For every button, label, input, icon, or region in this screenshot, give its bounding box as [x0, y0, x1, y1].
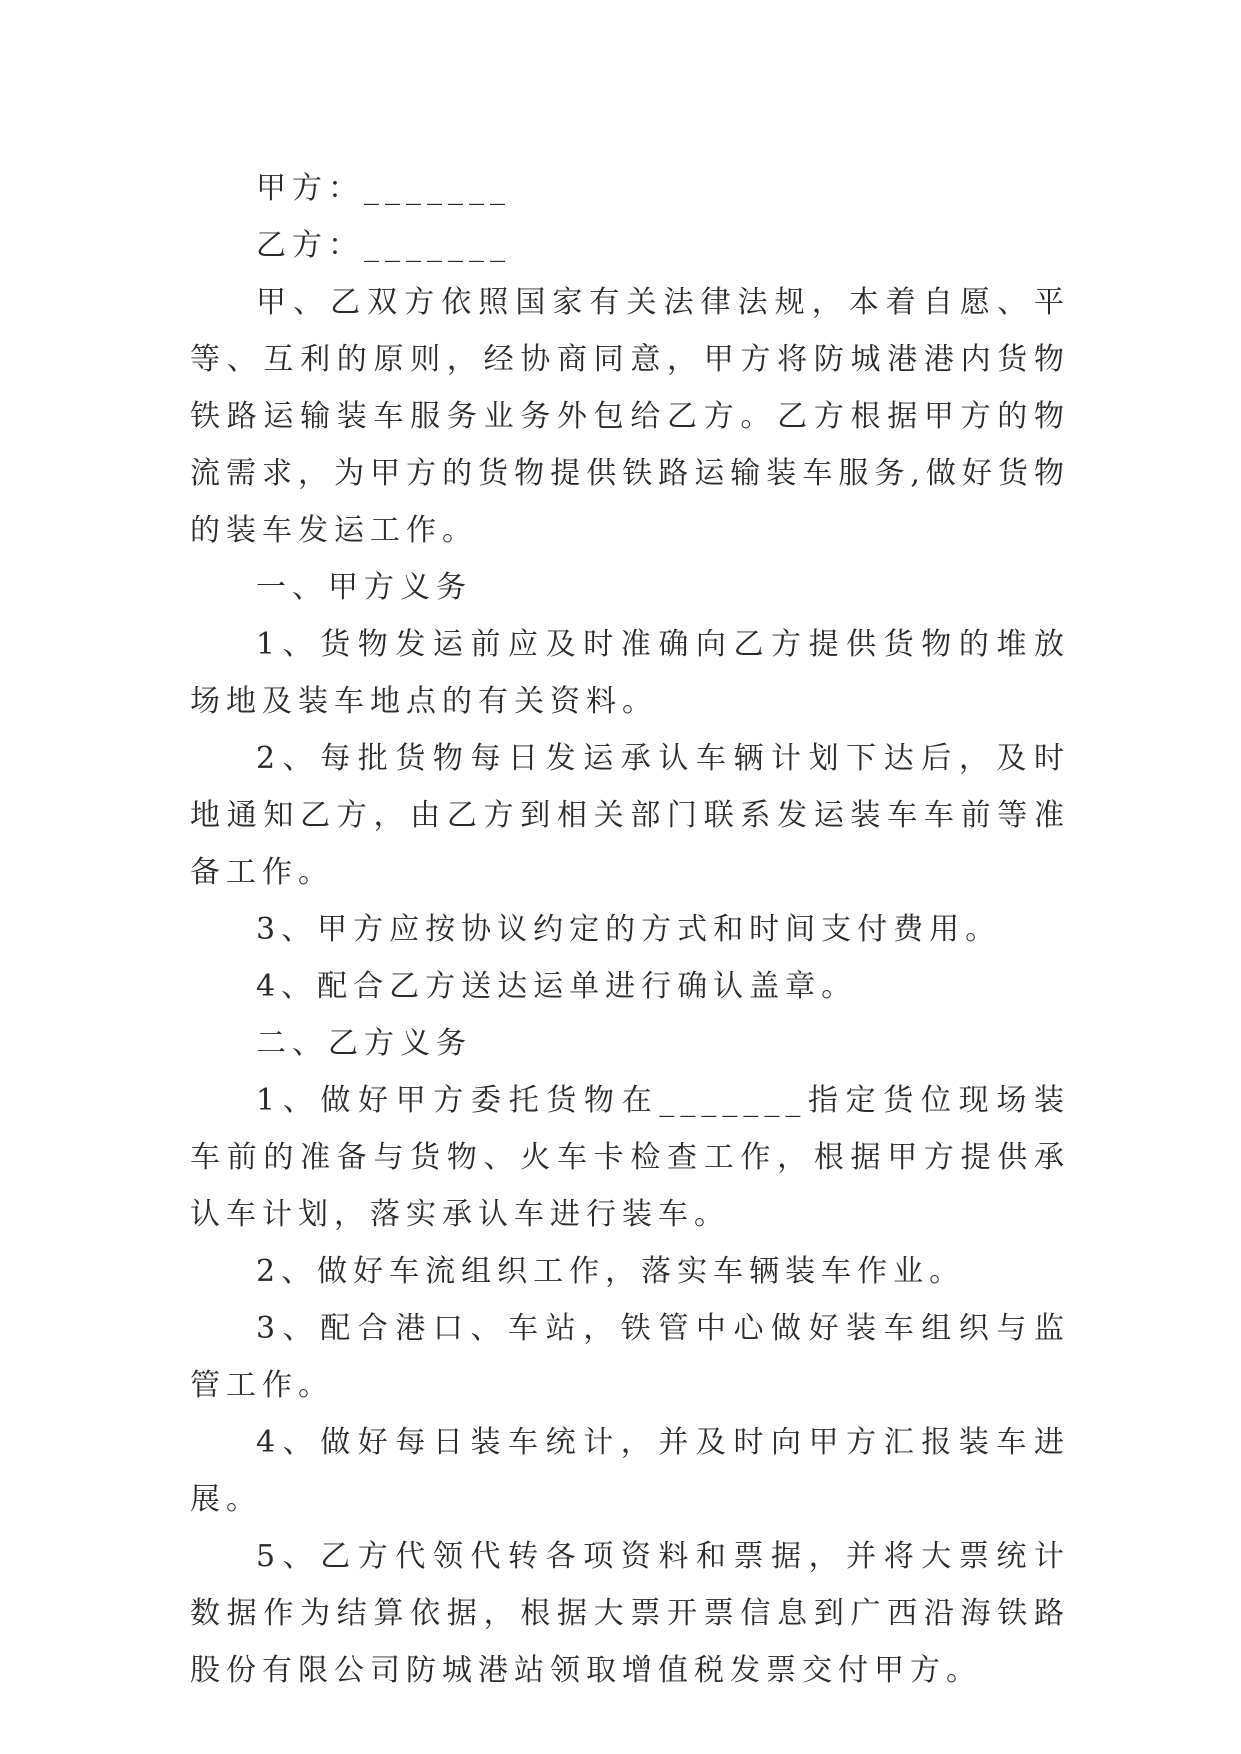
party-b-item-5: 5、乙方代领代转各项资料和票据，并将大票统计数据作为结算依据，根据大票开票信息到广西沿海铁路股份有限公司防城港站领取增值税发票交付甲方。 — [190, 1539, 1070, 1688]
intro-paragraph: 甲、乙双方依照国家有关法律法规，本着自愿、平等、互利的原则，经协商同意，甲方将防城港港内货物铁路运输装车服务业务外包给乙方。乙方根据甲方的物流需求，为甲方的货物提供铁路运输装车服务,做好货物的装车发运工作。 — [190, 285, 1070, 548]
party-b-item-2: 2、做好车流组织工作，落实车辆装车作业。 — [256, 1254, 966, 1289]
party-a-item-3: 3、甲方应按协议约定的方式和时间支付费用。 — [256, 912, 1002, 947]
section-heading-party-a-obligations: 一、甲方义务 — [256, 570, 472, 605]
party-a-item-4: 4、配合乙方送达运单进行确认盖章。 — [256, 969, 858, 1004]
party-a-item-2: 2、每批货物每日发运承认车辆计划下达后，及时地通知乙方，由乙方到相关部门联系发运装车车前等准备工作。 — [190, 741, 1070, 890]
party-b-item-3: 3、配合港口、车站，铁管中心做好装车组织与监管工作。 — [190, 1311, 1070, 1403]
party-b-item-1: 1、做好甲方委托货物在_______指定货位现场装车前的准备与货物、火车卡检查工作，根据甲方提供承认车计划，落实承认车进行装车。 — [190, 1083, 1070, 1232]
party-b-line: 乙方：_______ — [256, 228, 511, 263]
party-b-item-4: 4、做好每日装车统计，并及时向甲方汇报装车进展。 — [190, 1425, 1070, 1517]
section-heading-party-b-obligations: 二、乙方义务 — [256, 1026, 472, 1061]
party-a-item-1: 1、货物发运前应及时准确向乙方提供货物的堆放场地及装车地点的有关资料。 — [190, 627, 1070, 719]
document-body — [190, 160, 1070, 1699]
party-a-line: 甲方：_______ — [256, 171, 511, 206]
